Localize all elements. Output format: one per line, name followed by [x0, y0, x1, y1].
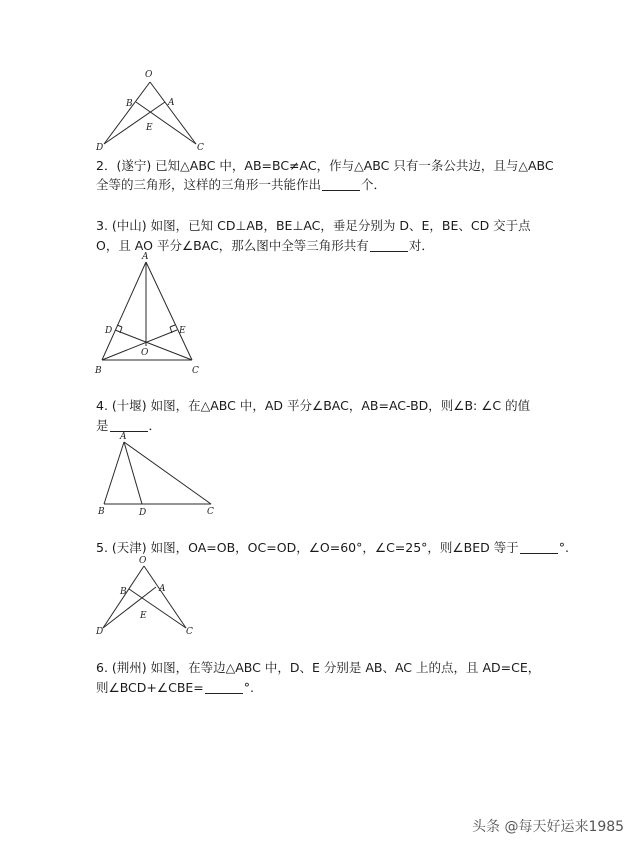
label-d: D: [139, 508, 147, 518]
problem-5-suffix: °.: [558, 540, 569, 555]
label-e: E: [146, 123, 153, 133]
line-ab: [104, 442, 124, 504]
label-b: B: [98, 507, 105, 517]
figure-q3: [94, 252, 204, 377]
line-ac: [124, 442, 211, 504]
label-o: O: [145, 70, 153, 80]
line-bc: [136, 102, 196, 144]
label-o: O: [141, 348, 149, 358]
answer-blank[interactable]: [110, 419, 148, 432]
problem-6-line-2: [96, 680, 254, 696]
answer-blank[interactable]: [370, 239, 408, 252]
line-od: [104, 82, 150, 144]
label-o: O: [139, 556, 147, 566]
problem-6-suffix: °.: [243, 680, 255, 695]
problem-2-text: 全等的三角形，这样的三角形一共能作出: [96, 177, 322, 192]
watermark: 头条 @每天好运来1985: [472, 819, 625, 835]
label-c: C: [197, 143, 204, 153]
label-c: C: [207, 507, 214, 517]
label-a: A: [142, 252, 149, 262]
figure-q5: [96, 554, 201, 639]
label-e: E: [140, 611, 147, 621]
line-od: [103, 566, 144, 628]
right-angle-e: [170, 325, 175, 327]
line-ad: [124, 442, 142, 504]
line-bc: [129, 589, 186, 628]
label-b: B: [95, 366, 102, 376]
line-oc: [144, 566, 186, 628]
label-a: A: [120, 432, 127, 442]
answer-blank[interactable]: [520, 541, 558, 554]
problem-6-text: 则∠BCD+∠CBE=: [96, 680, 204, 695]
label-d: D: [96, 143, 104, 153]
figure-q4: [96, 432, 221, 517]
problem-4-line-1: 4. (十堰) 如图，在△ABC 中，AD 平分∠BAC，AB=AC-BD，则∠B: ∠C 的值: [96, 398, 531, 413]
problem-2-line-2: [96, 177, 386, 193]
problem-3-suffix: 对．: [408, 238, 434, 253]
problem-2-suffix: 个．: [361, 177, 387, 192]
problem-4-suffix: ．: [148, 418, 162, 433]
label-d: D: [96, 627, 104, 637]
line-ad: [103, 587, 156, 628]
label-c: C: [192, 366, 199, 376]
label-d: D: [105, 326, 113, 336]
label-e: E: [179, 326, 186, 336]
label-b: B: [126, 99, 133, 109]
label-c: C: [186, 627, 193, 637]
problem-2-line-1: 2．(遂宁) 已知△ABC 中，AB=BC≠AC，作与△ABC 只有一条公共边，且与△ABC: [96, 158, 554, 173]
label-b: B: [120, 587, 127, 597]
problem-5-text: 5. (天津) 如图，OA=OB，OC=OD，∠O=60°，∠C=25°，则∠BED 等于: [96, 540, 519, 555]
figure-top: [96, 66, 206, 156]
answer-blank[interactable]: [322, 178, 360, 191]
answer-blank[interactable]: [205, 681, 243, 694]
problem-3-text: O，且 AO 平分∠BAC，那么图中全等三角形共有: [96, 238, 369, 253]
line-oc: [150, 82, 196, 144]
label-a: A: [168, 98, 175, 108]
problem-4-text: 是: [96, 418, 109, 433]
label-a: A: [159, 584, 166, 594]
line-ad: [104, 102, 165, 144]
problem-3-line-1: 3. (中山) 如图，已知 CD⊥AB，BE⊥AC，垂足分别为 D、E，BE、CD 交于点: [96, 218, 531, 233]
problem-6-line-1: 6. (荆州) 如图，在等边△ABC 中，D、E 分别是 AB、AC 上的点，且 AD=CE，: [96, 660, 541, 675]
